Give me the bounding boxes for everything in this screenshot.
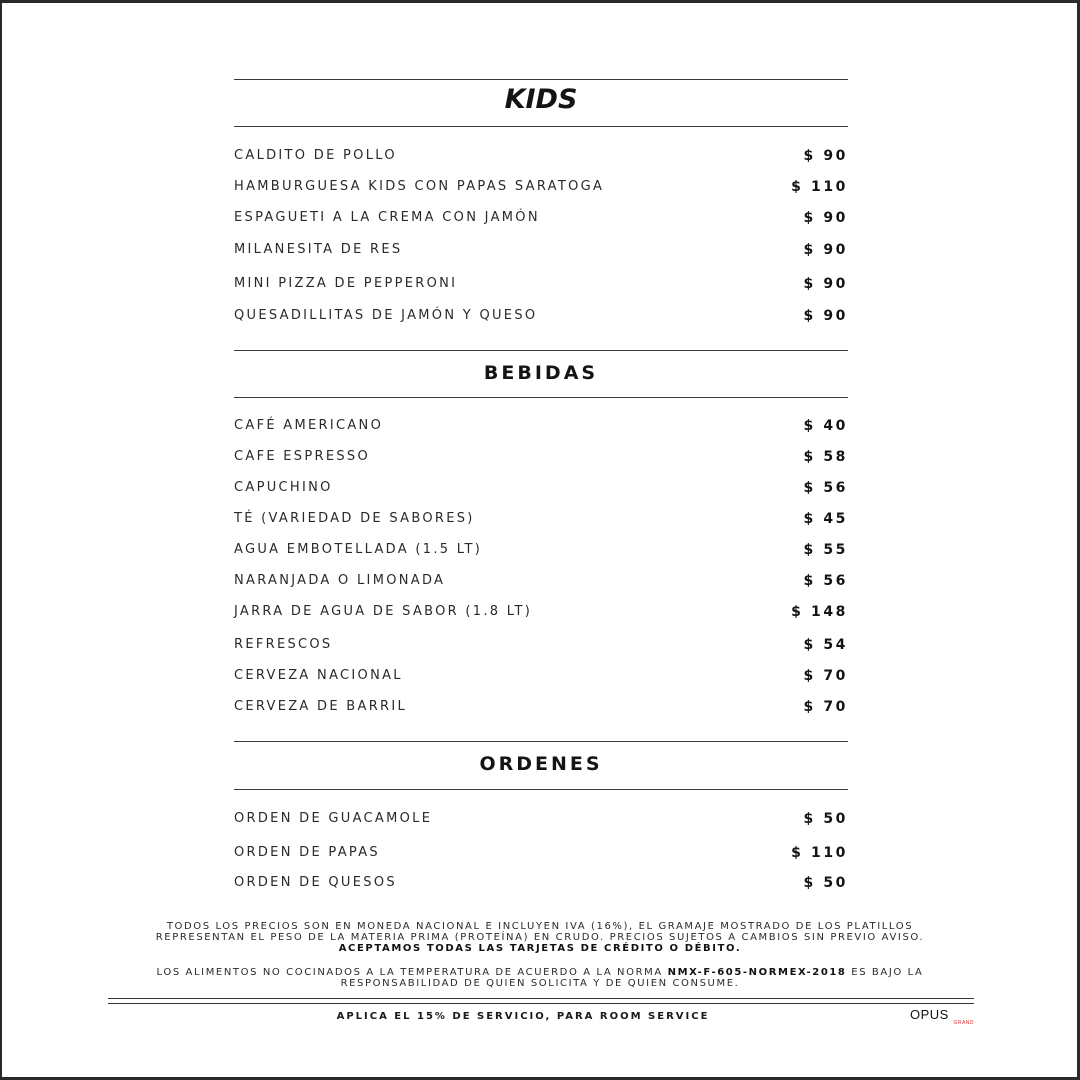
item-name: CAPUCHINO [234, 480, 333, 495]
item-name: QUESADILLITAS DE JAMÓN Y QUESO [234, 308, 538, 323]
logo-sub-text: GRAND [953, 1020, 974, 1026]
item-price: $ 50 [803, 811, 848, 827]
divider [234, 350, 848, 351]
item-price: $ 90 [803, 242, 848, 258]
item-name: MILANESITA DE RES [234, 242, 403, 257]
menu-item [234, 845, 848, 865]
logo-main-text: OPUS [910, 1007, 949, 1022]
item-price: $ 55 [803, 542, 848, 558]
item-name: ORDEN DE QUESOS [234, 875, 397, 890]
item-name: REFRESCOS [234, 637, 333, 652]
menu-item [234, 276, 848, 296]
item-name: CAFE ESPRESSO [234, 449, 370, 464]
item-name: TÉ (VARIEDAD DE SABORES) [234, 511, 475, 526]
menu-item [234, 179, 848, 199]
item-price: $ 54 [803, 637, 848, 653]
divider [234, 79, 848, 80]
double-divider [108, 998, 974, 1004]
menu-item [234, 668, 848, 688]
opus-grand-logo [910, 1007, 974, 1027]
item-name: ORDEN DE PAPAS [234, 845, 380, 860]
item-price: $ 70 [803, 668, 848, 684]
item-name: CERVEZA DE BARRIL [234, 699, 408, 714]
item-price: $ 148 [791, 604, 848, 620]
divider [234, 397, 848, 398]
raw-food-text: ES BAJO LA [846, 967, 924, 978]
item-price: $ 110 [791, 179, 848, 195]
menu-item [234, 480, 848, 500]
menu-item [234, 699, 848, 719]
raw-food-note [100, 967, 980, 989]
menu-item [234, 604, 848, 624]
item-price: $ 50 [803, 875, 848, 891]
menu-item [234, 511, 848, 531]
price-note-line: REPRESENTAN EL PESO DE LA MATERIA PRIMA (PROTEÍNA) EN CRUDO. PRECIOS SUJETOS A CAMBIOS SIN PREVIO AVISO. [155, 932, 925, 943]
menu-item [234, 875, 848, 895]
item-name: CERVEZA NACIONAL [234, 668, 403, 683]
raw-food-note-line: RESPONSABILIDAD DE QUIEN SOLICITA Y DE QUIEN CONSUME. [340, 978, 740, 989]
item-price: $ 110 [791, 845, 848, 861]
item-price: $ 90 [803, 148, 848, 164]
item-name: JARRA DE AGUA DE SABOR (1.8 LT) [234, 604, 533, 619]
norm-code: NMX-F-605-NORMEX-2018 [667, 967, 847, 978]
raw-food-note-line [100, 967, 980, 978]
item-price: $ 56 [803, 573, 848, 589]
menu-item [234, 811, 848, 831]
menu-item [234, 242, 848, 262]
menu-item [234, 308, 848, 328]
menu-item [234, 449, 848, 469]
item-price: $ 70 [803, 699, 848, 715]
item-name: NARANJADA O LIMONADA [234, 573, 446, 588]
divider [234, 126, 848, 127]
item-price: $ 56 [803, 480, 848, 496]
menu-item [234, 210, 848, 230]
raw-food-text: LOS ALIMENTOS NO COCINADOS A LA TEMPERATURA DE ACUERDO A LA NORMA [156, 967, 668, 978]
divider [234, 789, 848, 790]
item-price: $ 45 [803, 511, 848, 527]
item-name: ESPAGUETI A LA CREMA CON JAMÓN [234, 210, 540, 225]
section-title-kids: KIDS [504, 84, 578, 115]
section-title-bebidas: BEBIDAS [483, 362, 599, 384]
menu-item [234, 418, 848, 438]
item-name: AGUA EMBOTELLADA (1.5 LT) [234, 542, 483, 557]
menu-item [234, 148, 848, 168]
section-title-ordenes: ORDENES [479, 753, 603, 775]
divider [234, 741, 848, 742]
menu-item [234, 637, 848, 657]
item-price: $ 90 [803, 308, 848, 324]
item-price: $ 40 [803, 418, 848, 434]
item-name: ORDEN DE GUACAMOLE [234, 811, 433, 826]
cards-note [100, 943, 980, 954]
item-name: CALDITO DE POLLO [234, 148, 397, 163]
item-price: $ 90 [803, 210, 848, 226]
item-price: $ 58 [803, 449, 848, 465]
price-note [100, 921, 980, 954]
price-note-line: TODOS LOS PRECIOS SON EN MONEDA NACIONAL E INCLUYEN IVA (16%), EL GRAMAJE MOSTRADO DE LOS PLATILLOS [166, 921, 914, 932]
menu-item [234, 542, 848, 562]
service-charge-note: APLICA EL 15% DE SERVICIO, PARA ROOM SERVICE [336, 1011, 710, 1022]
item-name: MINI PIZZA DE PEPPERONI [234, 276, 458, 291]
cards-note-text: ACEPTAMOS TODAS LAS TARJETAS DE CRÉDITO O DÉBITO. [338, 943, 742, 954]
menu-item [234, 573, 848, 593]
item-price: $ 90 [803, 276, 848, 292]
item-name: HAMBURGUESA KIDS CON PAPAS SARATOGA [234, 179, 605, 194]
item-name: CAFÉ AMERICANO [234, 418, 384, 433]
